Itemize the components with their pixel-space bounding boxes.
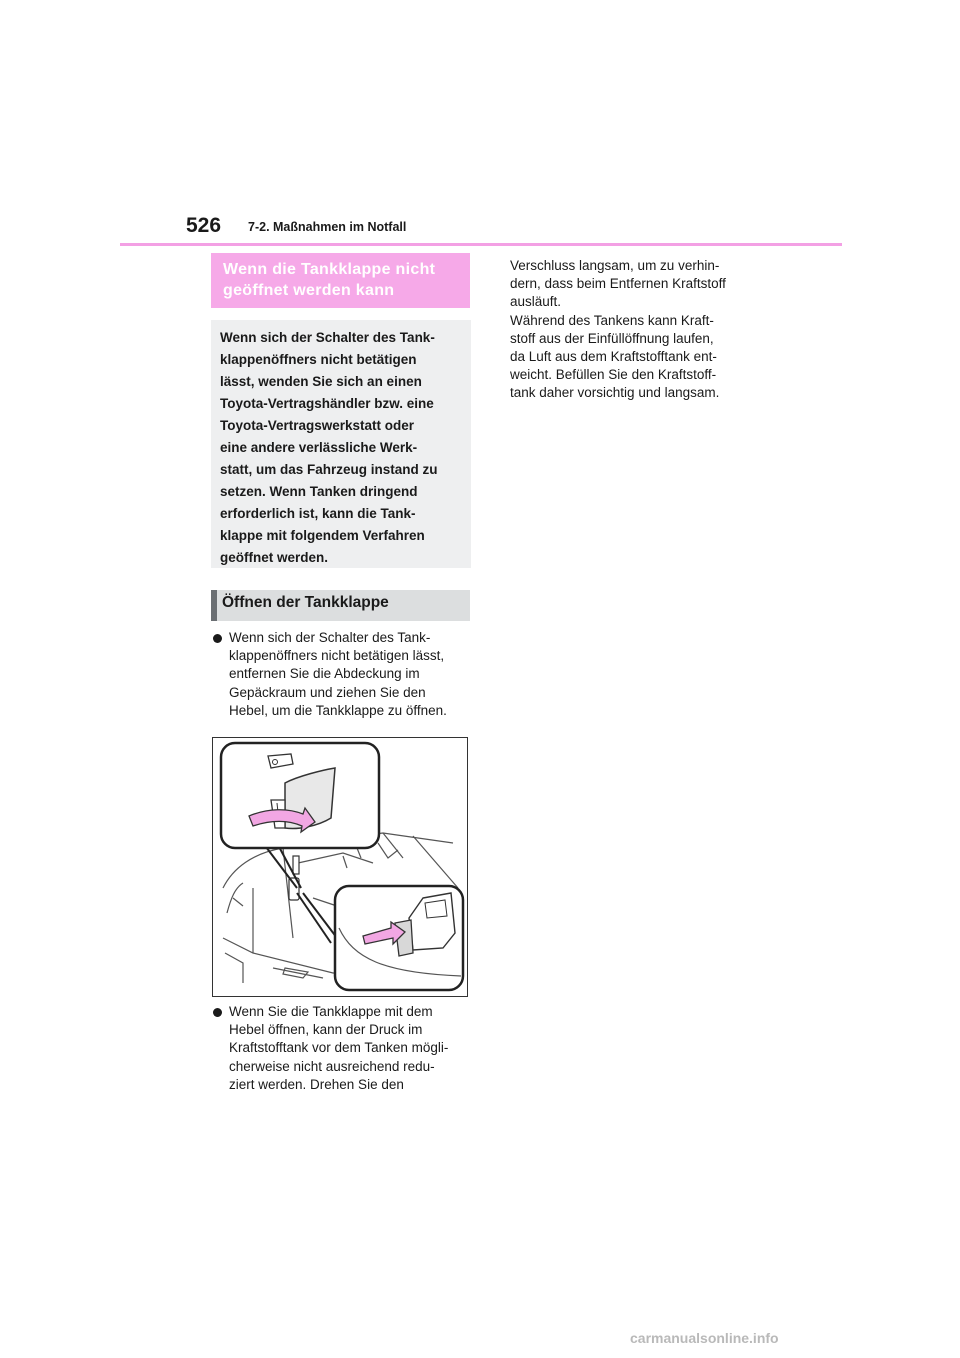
bullet-item: [213, 629, 471, 720]
bullet-line: entfernen Sie die Abdeckung im: [229, 666, 420, 682]
text-line: dern, dass beim Entfernen Kraftstoff: [510, 276, 726, 292]
text-line: weicht. Befüllen Sie den Kraftstoff-: [510, 367, 717, 383]
text-line: tank daher vorsichtig und langsam.: [510, 385, 720, 401]
watermark: carmanualsonline.info: [630, 1330, 779, 1346]
info-line: statt, um das Fahrzeug instand zu: [220, 462, 438, 477]
cargo-area-illustration: [213, 738, 468, 997]
bullet-item: [213, 1003, 471, 1094]
header-rule: [120, 243, 842, 246]
info-line: geöffnet werden.: [220, 550, 329, 565]
section-title: 7-2. Maßnahmen im Notfall: [248, 220, 407, 234]
bullet-dot: [213, 1008, 222, 1017]
bullet-line: Gepäckraum und ziehen Sie den: [229, 684, 426, 700]
inset-cover-removal: [221, 743, 379, 848]
illustration-fuel-lid-lever: [212, 737, 468, 997]
bullet-line: Hebel, um die Tankklappe zu öffnen.: [229, 702, 447, 718]
bullet-line: klappenöffners nicht betätigen lässt,: [229, 648, 445, 664]
section-heading-line: Wenn die Tankklappe nicht: [223, 261, 436, 278]
info-line: Wenn sich der Schalter des Tank-: [220, 330, 435, 345]
info-line: klappenöffners nicht betätigen: [220, 352, 417, 367]
text-line: Verschluss langsam, um zu verhin-: [510, 258, 720, 273]
info-line: setzen. Wenn Tanken dringend: [220, 484, 418, 499]
bullet-line: ziert werden. Drehen Sie den: [229, 1076, 404, 1092]
text-line: Während des Tankens kann Kraft-: [510, 312, 714, 328]
inset-lever-pull: [335, 886, 463, 990]
text-line: stoff aus der Einfüllöffnung laufen,: [510, 330, 714, 346]
section-heading-line: geöffnet werden kann: [223, 282, 395, 299]
subheading: Öffnen der Tankklappe: [211, 590, 470, 621]
section-heading-box: [211, 253, 470, 308]
info-line: klappe mit folgendem Verfahren: [220, 528, 425, 543]
info-box: [211, 320, 471, 568]
info-line: Toyota-Vertragshändler bzw. eine: [220, 396, 434, 411]
bullet-dot: [213, 634, 222, 643]
right-column-text: [510, 257, 760, 403]
text-line: ausläuft.: [510, 294, 562, 310]
info-line: erforderlich ist, kann die Tank-: [220, 506, 416, 521]
text-line: da Luft aus dem Kraftstofftank ent-: [510, 349, 717, 365]
info-line: lässt, wenden Sie sich an einen: [220, 374, 422, 389]
page-number: 526: [186, 214, 222, 237]
info-line: eine andere verlässliche Werk-: [220, 440, 418, 455]
bullet-line: Wenn sich der Schalter des Tank-: [229, 630, 431, 645]
info-line: Toyota-Vertragswerkstatt oder: [220, 418, 415, 433]
bullet-line: cherweise nicht ausreichend redu-: [229, 1058, 435, 1074]
bullet-line: Hebel öffnen, kann der Druck im: [229, 1022, 423, 1038]
bullet-line: Kraftstofftank vor dem Tanken mögli-: [229, 1040, 449, 1056]
bullet-line: Wenn Sie die Tankklappe mit dem: [229, 1004, 433, 1019]
